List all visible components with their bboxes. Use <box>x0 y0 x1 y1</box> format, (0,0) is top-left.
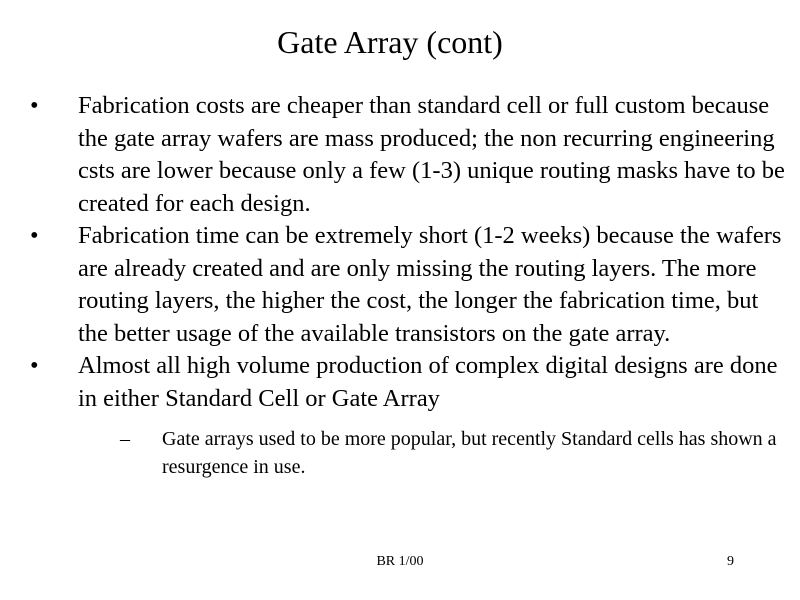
sub-bullet-marker: – <box>120 428 130 450</box>
sub-bullet-list <box>78 425 790 481</box>
bullet-item <box>30 350 790 481</box>
page-number: 9 <box>727 554 734 569</box>
bullet-marker: • <box>30 92 39 119</box>
bullet-text: Fabrication time can be extremely short (1-2 weeks) because the wafers are already created and are only missing the routing layers. The more routing layers, the higher the cost, the longer the fabrication time, but the better usage of the available transistors on the gate array. <box>78 222 782 347</box>
bullet-text: Fabrication costs are cheaper than standard cell or full custom because the gate array wafers are mass produced; the non recurring engineering csts are lower because only a few (1-3) unique routing masks have to be created for each design. <box>78 92 785 217</box>
slide-title: Gate Array (cont) <box>277 24 503 60</box>
footer-date: BR 1/00 <box>376 554 424 569</box>
sub-bullet-item <box>78 425 790 481</box>
bullet-item <box>30 90 790 220</box>
sub-bullet-text: Gate arrays used to be more popular, but recently Standard cells has shown a resurgence in use. <box>162 428 777 478</box>
bullet-list <box>30 90 790 481</box>
bullet-text: Almost all high volume production of complex digital designs are done in either Standard Cell or Gate Array <box>78 352 778 412</box>
bullet-marker: • <box>30 352 39 379</box>
bullet-marker: • <box>30 222 39 249</box>
bullet-item <box>30 220 790 350</box>
